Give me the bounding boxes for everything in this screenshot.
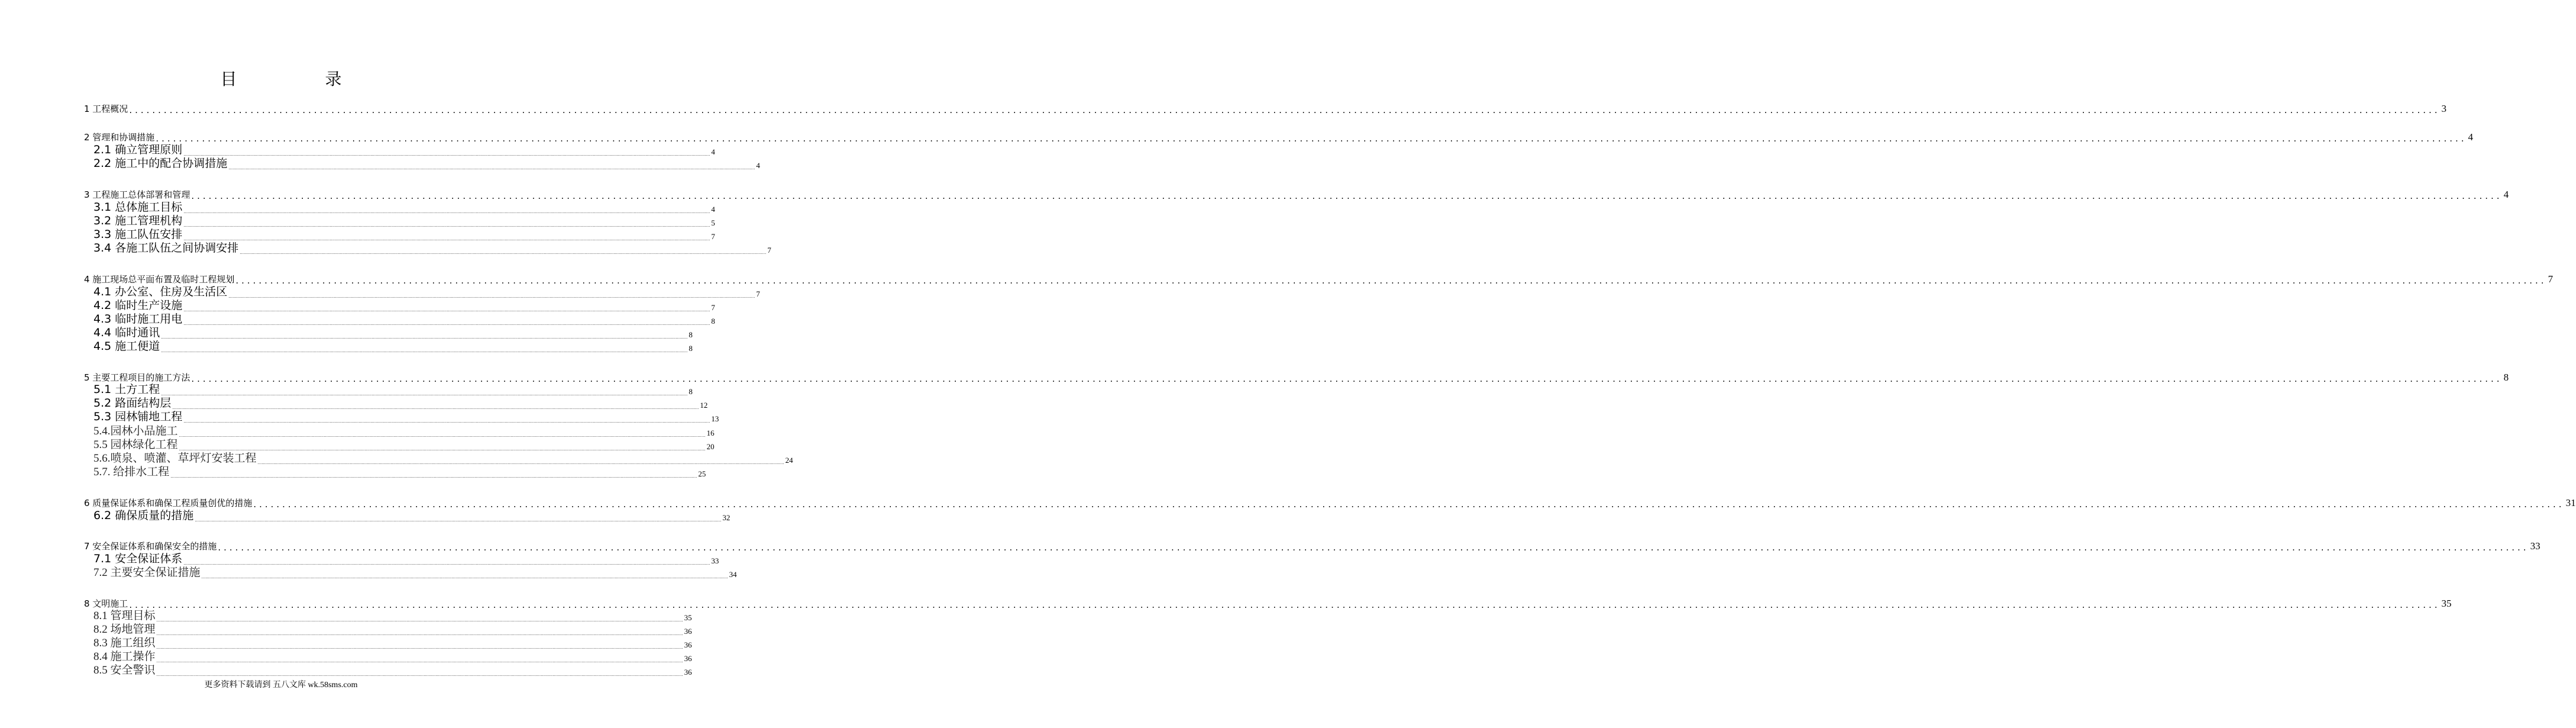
toc-page-number: 7 [756,289,760,298]
dot-leader: ................................................................................................................................................................................................................................................................................................................................................................................................................ [183,237,710,241]
toc-entry-4-5[interactable] [0,339,693,353]
toc-page-number: 12 [700,401,708,410]
toc-page-number: 4 [711,147,715,156]
dot-leader: ................................................................................................................................................................................................................................................................................................................................................................................................................ [179,447,706,452]
toc-page-number: 8 [689,344,693,353]
dot-leader: ................................................................................................................................................................................................................................................................................................................................................................................................................ [183,419,710,424]
dot-leader: ................................................................................................................................................................................................................................................................................................................................................................................................................ [156,618,683,623]
dot-leader: ................................................................................................................................................................................................................................................................................................................................................................................................................ [240,250,767,255]
toc-entry-label: 2.1 确立管理原则 [93,143,183,156]
dot-leader: ................................................................................................................................................................................................................................................................................................................................................................................................................ [172,405,699,410]
toc-entry-label: 6.2 确保质量的措施 [93,509,194,522]
toc-entry-7[interactable] [0,538,2541,553]
dot-leader: ................................................................................................................................................................................................................................................................................................................................................................................................................ [191,191,2503,201]
toc-entry-label: 6 质量保证体系和确保工程质量创优的措施 [84,498,253,508]
toc-page-number: 20 [706,442,715,451]
toc-page-number: 4 [756,161,760,170]
toc-page-number: 7 [767,246,771,255]
toc-entry-8-2[interactable] [0,622,692,636]
dot-leader: ................................................................................................................................................................................................................................................................................................................................................................................................................ [183,152,710,157]
toc-page-number: 7 [711,303,715,312]
toc-page-number: 24 [785,456,793,465]
dot-leader: ................................................................................................................................................................................................................................................................................................................................................................................................................ [161,349,688,353]
dot-leader: ................................................................................................................................................................................................................................................................................................................................................................................................................ [170,474,697,479]
toc-entry-label: 5.3 园林铺地工程 [93,410,183,423]
toc-entry-label: 8.3 施工组织 [93,637,156,649]
dot-leader: ................................................................................................................................................................................................................................................................................................................................................................................................................ [156,645,683,650]
toc-entry-2-2[interactable] [0,156,760,170]
toc-page-number: 35 [2441,598,2452,609]
dot-leader: ................................................................................................................................................................................................................................................................................................................................................................................................................ [235,275,2547,286]
dot-leader: ................................................................................................................................................................................................................................................................................................................................................................................................................ [183,321,710,326]
toc-page-number: 35 [684,613,692,622]
toc-page-number: 31 [2565,497,2576,508]
dot-leader: ................................................................................................................................................................................................................................................................................................................................................................................................................ [156,133,2467,144]
toc-entry-label: 4.2 临时生产设施 [93,299,183,312]
dot-leader: ................................................................................................................................................................................................................................................................................................................................................................................................................ [228,294,755,299]
footer-text: 更多资料下载请到 五八文库 wk.58sms.com [204,681,358,690]
toc-entry-4-3[interactable] [0,312,715,326]
toc-page-number: 8 [689,330,693,339]
toc-entry-4-4[interactable] [0,326,693,340]
toc-entry-8-3[interactable] [0,636,692,650]
toc-page-number: 33 [2530,540,2541,552]
toc-entry-label: 4.1 办公室、住房及生活区 [93,285,228,298]
toc-entry-2-1[interactable] [0,143,715,157]
toc-entry-5-3[interactable] [0,410,719,424]
toc-entry-label: 8 文明施工 [84,598,128,609]
toc-page-number: 25 [698,469,706,478]
toc-page-number: 4 [2468,131,2474,143]
dot-leader: ................................................................................................................................................................................................................................................................................................................................................................................................................ [228,166,755,170]
toc-entry-5-4[interactable] [0,424,715,438]
toc-entry-3[interactable] [0,186,2509,201]
dot-leader: ................................................................................................................................................................................................................................................................................................................................................................................................................ [183,210,710,214]
toc-entry-label: 3.3 施工队伍安排 [93,228,183,241]
dot-leader: ................................................................................................................................................................................................................................................................................................................................................................................................................ [161,335,688,340]
toc-page-number: 3 [2441,103,2447,114]
toc-entry-3-4[interactable] [0,241,771,255]
toc-entry-label: 8.2 场地管理 [93,623,156,636]
toc-entry-3-2[interactable] [0,214,715,228]
dot-leader: ................................................................................................................................................................................................................................................................................................................................................................................................................ [195,518,722,523]
toc-entry-2[interactable] [0,129,2474,144]
toc-page-number: 8 [711,317,715,326]
toc-page-number: 36 [684,654,692,663]
toc-title: 目 录 [220,69,383,89]
toc-page-number: 33 [711,556,719,565]
toc-entry-3-1[interactable] [0,200,715,214]
toc-entry-1[interactable] [0,101,2447,115]
toc-entry-8-4[interactable] [0,649,692,663]
toc-entry-8-1[interactable] [0,608,692,623]
toc-page-number: 34 [729,570,737,579]
toc-entry-label: 3.1 总体施工目标 [93,201,183,214]
toc-entry-label: 5.4.园林小品施工 [93,425,178,437]
toc-entry-label: 1 工程概况 [84,104,128,114]
toc-entry-label: 5.6.喷泉、喷灌、草坪灯安装工程 [93,452,257,465]
toc-page-number: 7 [2548,273,2554,285]
dot-leader: ................................................................................................................................................................................................................................................................................................................................................................................................................ [156,659,683,663]
dot-leader: ................................................................................................................................................................................................................................................................................................................................................................................................................ [183,308,710,313]
toc-entry-5-1[interactable] [0,382,693,397]
dot-leader: ................................................................................................................................................................................................................................................................................................................................................................................................................ [257,460,784,465]
toc-entry-5[interactable] [0,369,2509,384]
toc-entry-4-2[interactable] [0,298,715,313]
toc-page-number: 8 [2503,372,2509,383]
toc-entry-5-7[interactable] [0,465,706,479]
toc-page-number: 16 [706,429,715,437]
toc-entry-label: 8.5 安全警识 [93,664,156,677]
toc-entry-label: 4.4 临时通讯 [93,326,160,339]
dot-leader: ................................................................................................................................................................................................................................................................................................................................................................................................................ [129,105,2441,115]
toc-entry-label: 4.3 临时施工用电 [93,313,183,326]
toc-entry-label: 5 主要工程项目的施工方法 [84,372,190,383]
toc-page-number: 36 [684,640,692,649]
toc-entry-3-3[interactable] [0,227,715,241]
toc-entry-label: 7 安全保证体系和确保安全的措施 [84,541,217,552]
toc-page-number: 5 [711,218,715,227]
toc-entry-7-2[interactable] [0,565,737,579]
toc-entry-6-2[interactable] [0,508,731,523]
toc-entry-label: 5.7. 给排水工程 [93,466,170,478]
toc-entry-7-1[interactable] [0,552,719,566]
toc-entry-4[interactable] [0,271,2554,286]
dot-leader: ................................................................................................................................................................................................................................................................................................................................................................................................................ [201,575,728,579]
dot-leader: ................................................................................................................................................................................................................................................................................................................................................................................................................ [191,373,2503,384]
toc-page-number: 4 [711,205,715,214]
toc-entry-label: 2.2 施工中的配合协调措施 [93,157,228,170]
toc-entry-5-2[interactable] [0,396,708,410]
toc-page-number: 32 [722,513,731,522]
toc-entry-label: 8.1 管理目标 [93,610,156,622]
dot-leader: ................................................................................................................................................................................................................................................................................................................................................................................................................ [183,223,710,228]
toc-entry-5-6[interactable] [0,451,793,465]
dot-leader: ................................................................................................................................................................................................................................................................................................................................................................................................................ [218,542,2529,553]
toc-entry-label: 7.2 主要安全保证措施 [93,566,201,579]
dot-leader: ................................................................................................................................................................................................................................................................................................................................................................................................................ [183,561,710,566]
dot-leader: ................................................................................................................................................................................................................................................................................................................................................................................................................ [179,433,706,438]
toc-entry-4-1[interactable] [0,285,760,299]
toc-entry-label: 3.2 施工管理机构 [93,214,183,227]
toc-entry-label: 7.1 安全保证体系 [93,552,183,565]
toc-entry-label: 5.5 园林绿化工程 [93,439,178,451]
toc-page-number: 36 [684,627,692,636]
toc-entry-5-5[interactable] [0,437,715,452]
toc-entry-label: 5.2 路面结构层 [93,397,172,410]
toc-entry-8-5[interactable] [0,663,692,677]
toc-entry-label: 5.1 土方工程 [93,383,160,396]
toc-entry-label: 3.4 各施工队伍之间协调安排 [93,241,239,255]
dot-leader: ................................................................................................................................................................................................................................................................................................................................................................................................................ [253,499,2565,510]
toc-entry-label: 8.4 施工操作 [93,650,156,663]
toc-page-number: 4 [2503,189,2509,200]
toc-page-number: 8 [689,387,693,396]
dot-leader: ................................................................................................................................................................................................................................................................................................................................................................................................................ [129,600,2441,610]
toc-entry-label: 4.5 施工便道 [93,340,160,353]
toc-page-number: 7 [711,232,715,241]
toc-entry-label: 2 管理和协调措施 [84,132,155,143]
toc-page-number: 36 [684,668,692,677]
toc-page-number: 13 [711,414,719,423]
toc-entry-label: 3 工程施工总体部署和管理 [84,189,190,200]
toc-entry-label: 4 施工现场总平面布置及临时工程规划 [84,274,235,285]
toc-entry-6[interactable] [0,495,2576,510]
dot-leader: ................................................................................................................................................................................................................................................................................................................................................................................................................ [156,632,683,636]
dot-leader: ................................................................................................................................................................................................................................................................................................................................................................................................................ [156,672,683,677]
toc-entry-8[interactable] [0,595,2452,610]
dot-leader: ................................................................................................................................................................................................................................................................................................................................................................................................................ [161,392,688,397]
